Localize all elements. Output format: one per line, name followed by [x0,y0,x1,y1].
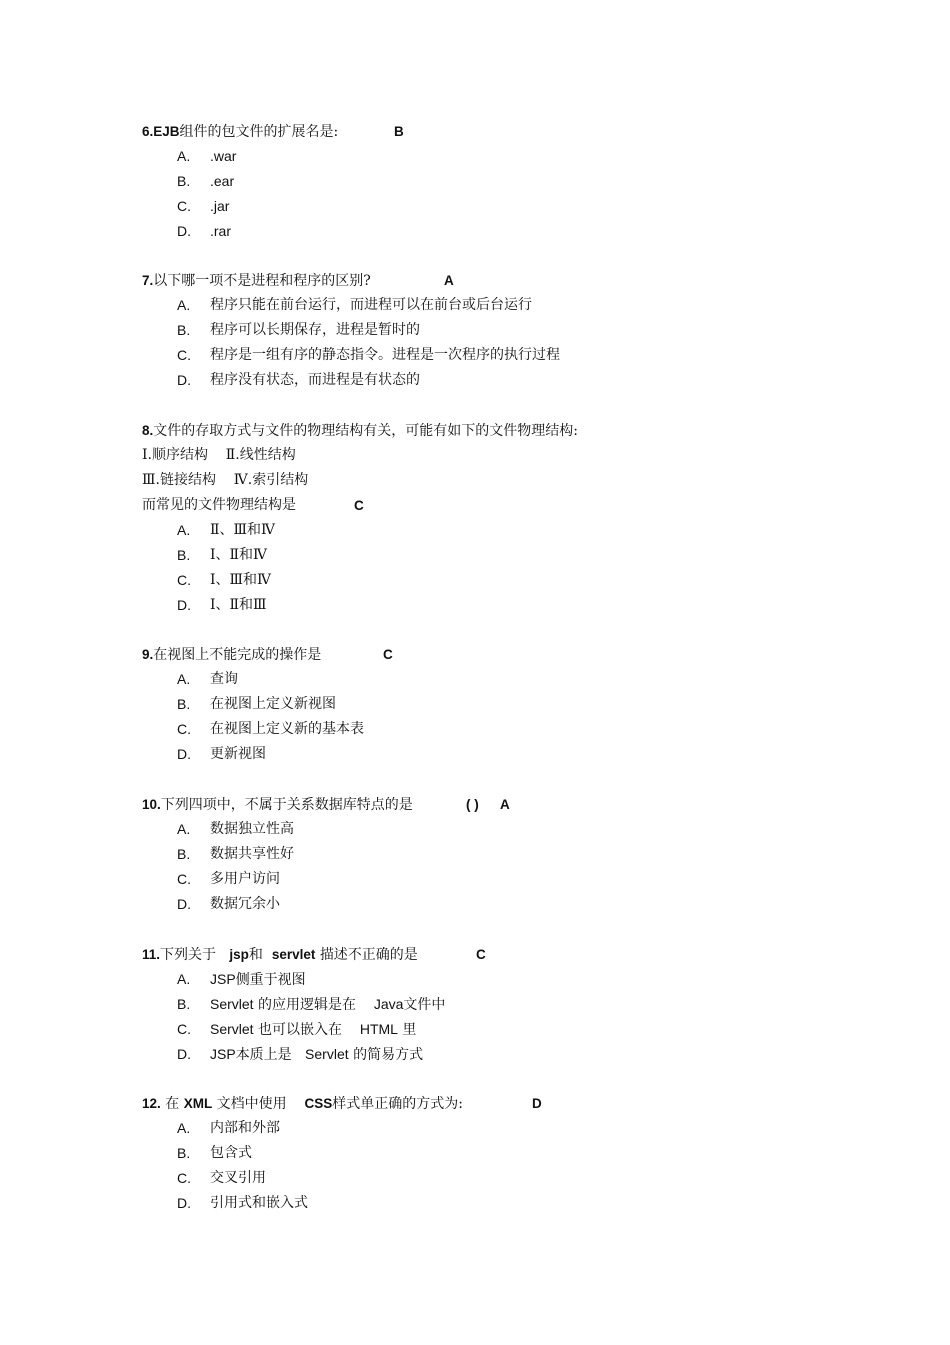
question-9 [142,642,862,767]
answer-key: C [476,947,486,962]
option-c: C. 在视图上定义新的基本表 [177,721,364,737]
option-a: A. Ⅱ、Ⅲ和Ⅳ [177,522,276,538]
question-stem: 9.在视图上不能完成的操作是 C [142,642,862,667]
structure-list-line: Ⅰ.顺序结构 Ⅱ.线性结构 [142,447,296,463]
answer-key: C [383,647,393,662]
question-stem: 11.下列关于 jsp和 servlet 描述不正确的是 C [142,942,862,967]
option-c: C. 程序是一组有序的静态指令。进程是一次程序的执行过程 [177,347,560,363]
question-6 [142,119,862,244]
question-11 [142,942,862,1067]
option-d: D. .rar [177,223,231,239]
question-8 [142,418,862,618]
question-number: 11. [142,947,161,962]
structure-list-line: Ⅲ.链接结构 Ⅳ.索引结构 [142,472,309,488]
question-number: 8. [142,423,154,438]
option-b: B. 在视图上定义新视图 [177,696,336,712]
question-stem: 6.EJB组件的包文件的扩展名是: B [142,119,862,144]
question-number: 6. [142,124,154,139]
option-b: B. Ⅰ、Ⅱ和Ⅳ [177,547,268,563]
option-c: C. .jar [177,198,230,214]
question-number: 10. [142,797,161,812]
answer-key: C [354,498,364,513]
question-stem: 12. 在 XML 文档中使用 CSS样式单正确的方式为: D [142,1091,862,1116]
option-d: D. JSP本质上是 Servlet 的简易方式 [177,1046,424,1063]
option-d: D. Ⅰ、Ⅱ和Ⅲ [177,597,267,613]
answer-key: B [394,124,404,139]
option-a: A. 查询 [177,671,238,687]
question-stem: 7.以下哪一项不是进程和程序的区别? A [142,268,862,293]
answer-key: D [532,1096,542,1111]
answer-parenthesis: ( ) [466,797,479,812]
option-b: B. Servlet 的应用逻辑是在 Java文件中 [177,996,446,1013]
option-d: D. 程序没有状态，而进程是有状态的 [177,372,420,388]
option-c: C. 交叉引用 [177,1170,266,1186]
question-stem: 8.文件的存取方式与文件的物理结构有关，可能有如下的文件物理结构: [142,423,578,439]
question-7 [142,268,862,393]
answer-key: A [500,797,510,812]
option-a: A. JSP侧重于视图 [177,971,306,988]
question-number: 12. [142,1096,161,1111]
question-stem: 10.下列四项中，不属于关系数据库特点的是 ( ) A [142,792,862,817]
question-number: 9. [142,647,154,662]
option-a: A. 程序只能在前台运行，而进程可以在前台或后台运行 [177,297,532,313]
option-a: A. .war [177,148,237,164]
option-d: D. 引用式和嵌入式 [177,1195,308,1211]
option-c: C. Ⅰ、Ⅲ和Ⅳ [177,572,272,588]
option-b: B. 数据共享性好 [177,846,294,862]
answer-key: A [444,273,454,288]
option-c: C. Servlet 也可以嵌入在 HTML 里 [177,1021,417,1038]
option-a: A. 内部和外部 [177,1120,280,1136]
option-b: B. .ear [177,173,235,189]
question-number: 7. [142,273,154,288]
option-d: D. 数据冗余小 [177,896,280,912]
question-stem-continued: 而常见的文件物理结构是 C [142,493,862,518]
option-a: A. 数据独立性高 [177,821,294,837]
option-c: C. 多用户访问 [177,871,280,887]
option-b: B. 程序可以长期保存，进程是暂时的 [177,322,420,338]
option-b: B. 包含式 [177,1145,252,1161]
option-d: D. 更新视图 [177,746,266,762]
question-10 [142,792,862,917]
question-12 [142,1091,862,1216]
